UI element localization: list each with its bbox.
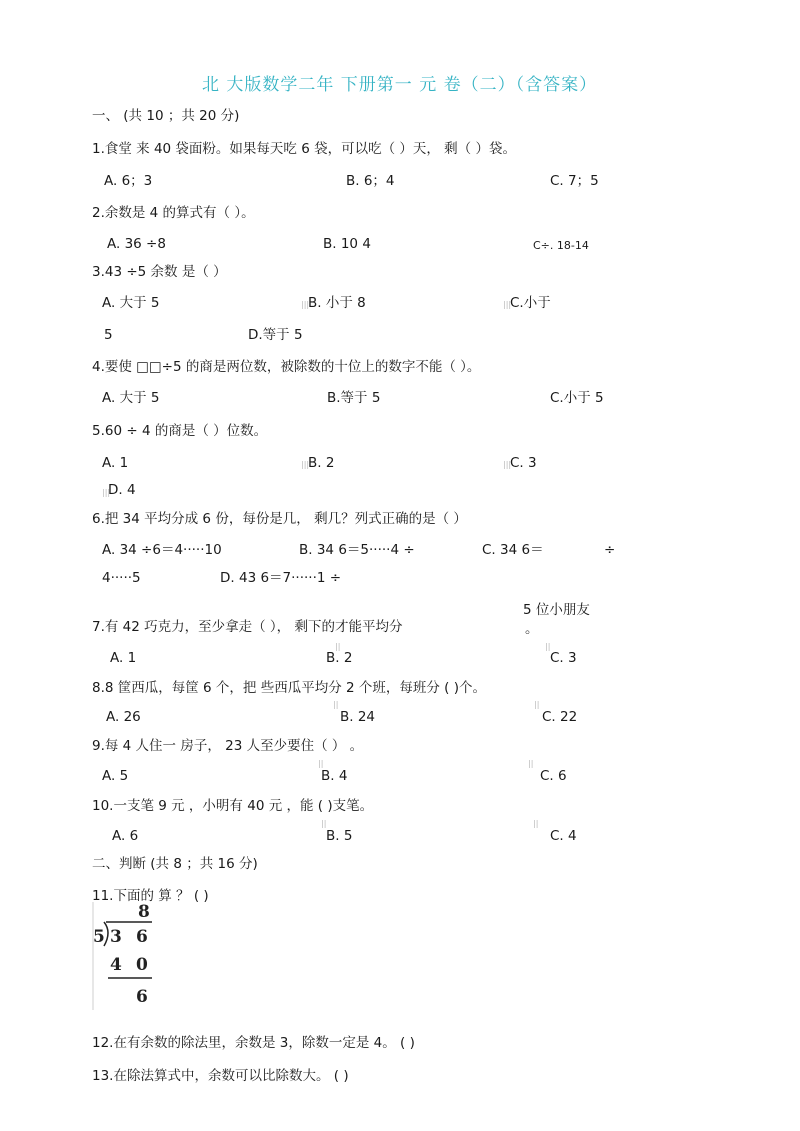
question-1-option-a[interactable]: A. 6；3 [104,173,153,189]
question-9-option-b[interactable]: B. 4 [321,768,348,784]
dividend-tens-digit: 3 [110,927,122,947]
divider-mark: || [534,700,540,709]
divider-mark: || [533,819,539,828]
question-6-option-d[interactable]: D. 43 6＝7······1 ÷ [220,570,342,586]
question-6-option-b[interactable]: B. 34 6＝5·····4 ÷ [299,542,415,558]
divider-mark: || [333,700,339,709]
question-3-option-d[interactable]: D.等于 5 [248,327,303,343]
question-4-option-a[interactable]: A. 大于 5 [102,390,160,406]
divider-mark: || [528,759,534,768]
divider-mark: ||| [301,300,310,309]
question-7-option-a[interactable]: A. 1 [110,650,137,666]
divider-mark: ||| [301,460,310,469]
question-9-option-a[interactable]: A. 5 [102,768,129,784]
question-4-stem: 4.要使 □□÷5 的商是两位数，被除数的十位上的数字不能（ ）。 [92,359,481,375]
question-2-option-c[interactable]: C÷. 18-14 [533,239,589,252]
question-8-stem: 8.8 筐西瓜，每筐 6 个，把 些西瓜平均分 2 个班，每班分 ( )个。 [92,680,487,696]
remainder-digit: 6 [136,987,148,1007]
section-heading-judgement: 二、判断 (共 8 ；共 16 分) [92,856,258,872]
question-7-stem: 7.有 42 巧克力，至少拿走（ ）， 剩下的才能平均分 [92,619,403,635]
long-division-figure [92,902,162,1010]
question-11-stem: 11.下面的 算 ？ ( ) [92,888,209,904]
divider-mark: ||| [102,488,111,497]
question-2-option-b[interactable]: B. 10 4 [323,236,371,252]
question-6-option-a[interactable]: A. 34 ÷6＝4·····10 [102,542,222,558]
question-12-stem: 12.在有余数的除法里，余数是 3，除数一定是 4。 ( ) [92,1035,415,1051]
question-5-option-d[interactable]: D. 4 [108,482,136,498]
question-5-option-a[interactable]: A. 1 [102,455,129,471]
question-10-option-c[interactable]: C. 4 [550,828,577,844]
question-1-option-b[interactable]: B. 6；4 [346,173,395,189]
divider-mark: || [318,759,324,768]
question-9-option-c[interactable]: C. 6 [540,768,567,784]
dividend-ones-digit: 6 [136,927,148,947]
question-1-stem: 1.食堂 来 40 袋面粉。如果每天吃 6 袋，可以吃（ ）天， 剩（ ）袋。 [92,141,516,157]
divider-mark: || [321,819,327,828]
question-3-option-b[interactable]: B. 小于 8 [308,295,366,311]
question-8-option-b[interactable]: B. 24 [340,709,376,725]
quotient-digit: 8 [138,902,150,922]
question-13-stem: 13.在除法算式中，余数可以比除数大。 ( ) [92,1068,349,1084]
question-1-option-c[interactable]: C. 7；5 [550,173,599,189]
section-heading-choice: 一、 (共 10 ；共 20 分) [92,108,240,124]
question-3-option-c[interactable]: C.小于 [510,295,551,311]
divider-mark: || [545,642,551,651]
question-6-stem: 6.把 34 平均分成 6 份，每份是几， 剩几？列式正确的是（ ） [92,511,467,527]
question-2-stem: 2.余数是 4 的算式有（ ）。 [92,205,255,221]
question-3-stem: 3.43 ÷5 余数 是（ ） [92,264,227,280]
question-7-option-c[interactable]: C. 3 [550,650,577,666]
question-6-option-c-symbol: ÷ [604,542,616,558]
question-6-option-c[interactable]: C. 34 6＝ [482,542,544,558]
divider-mark: ||| [503,460,512,469]
question-10-stem: 10.一支笔 9 元 ，小明有 40 元 ，能 ( )支笔。 [92,798,374,814]
question-3-option-c-continued: 5 [104,327,113,343]
question-9-stem: 9.每 4 人住一 房子， 23 人至少要住（ ） 。 [92,738,364,754]
question-10-option-a[interactable]: A. 6 [112,828,139,844]
product-ones-digit: 0 [136,955,148,975]
question-5-option-c[interactable]: C. 3 [510,455,537,471]
divider-mark: || [335,642,341,651]
question-10-option-b[interactable]: B. 5 [326,828,353,844]
question-7-tail-bottom: 。 [525,621,539,637]
question-8-option-a[interactable]: A. 26 [106,709,141,725]
divisor-digit: 5 [93,927,105,947]
question-5-option-b[interactable]: B. 2 [308,455,335,471]
question-8-option-c[interactable]: C. 22 [542,709,578,725]
question-2-option-a[interactable]: A. 36 ÷8 [107,236,166,252]
question-4-option-b[interactable]: B.等于 5 [327,390,381,406]
question-6-option-c-continued: 4·····5 [102,570,141,586]
question-7-tail-top: 5 位小朋友 [523,602,590,618]
document-title: 北 大版数学二年 下册第一 元 卷（二）（含答案） [202,75,598,95]
question-5-stem: 5.60 ÷ 4 的商是（ ）位数。 [92,423,268,439]
product-tens-digit: 4 [110,955,122,975]
divider-mark: ||| [503,300,512,309]
question-3-option-a[interactable]: A. 大于 5 [102,295,160,311]
question-7-option-b[interactable]: B. 2 [326,650,353,666]
question-4-option-c[interactable]: C.小于 5 [550,390,604,406]
